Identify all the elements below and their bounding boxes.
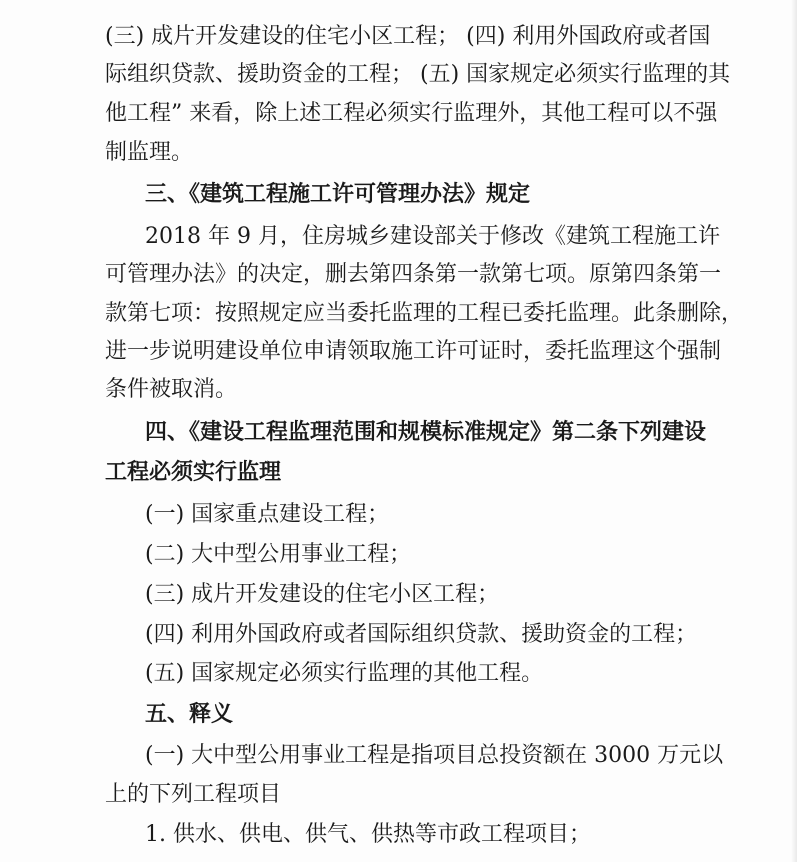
paragraph-line: (一) 大中型公用事业工程是指项目总投资额在 3000 万元以: [145, 743, 724, 768]
section-heading: 三、《建筑工程施工许可管理办法》规定: [145, 182, 531, 207]
list-item: (四) 利用外国政府或者国际组织贷款、援助资金的工程；: [145, 622, 698, 647]
text-line: 际组织贷款、援助资金的工程； (五) 国家规定必须实行监理的其: [105, 62, 731, 87]
paragraph-line: 可管理办法》的决定，删去第四条第一款第七项。原第四条第一: [105, 262, 722, 287]
text-line: 制监理。: [105, 140, 194, 165]
list-item: (一) 国家重点建设工程；: [145, 502, 390, 527]
list-item: (二) 大中型公用事业工程；: [145, 542, 412, 567]
section-heading: 四、《建设工程监理范围和规模标准规定》第二条下列建设: [145, 420, 707, 445]
section-heading: 工程必须实行监理: [105, 460, 282, 485]
scan-edge-shadow: [791, 0, 797, 862]
paragraph-line: 进一步说明建设单位申请领取施工许可证时，委托监理这个强制: [105, 339, 722, 364]
paragraph-line: 2018 年 9 月，住房城乡建设部关于修改《建筑工程施工许: [145, 224, 720, 249]
paragraph-line: 款第七项：按照规定应当委托监理的工程已委托监理。此条删除，: [105, 301, 744, 326]
text-line: 他工程” 来看，除上述工程必须实行监理外，其他工程可以不强: [105, 101, 718, 126]
paragraph-line: 条件被取消。: [105, 377, 238, 402]
section-heading: 五、释义: [145, 702, 234, 727]
text-line: (三) 成片开发建设的住宅小区工程； (四) 利用外国政府或者国: [105, 24, 711, 49]
paragraph-line: 上的下列工程项目: [105, 782, 282, 807]
list-item: (五) 国家规定必须实行监理的其他工程。: [145, 661, 544, 686]
list-item: (三) 成片开发建设的住宅小区工程；: [145, 582, 500, 607]
list-item: 1. 供水、供电、供气、供热等市政工程项目；: [145, 822, 591, 847]
